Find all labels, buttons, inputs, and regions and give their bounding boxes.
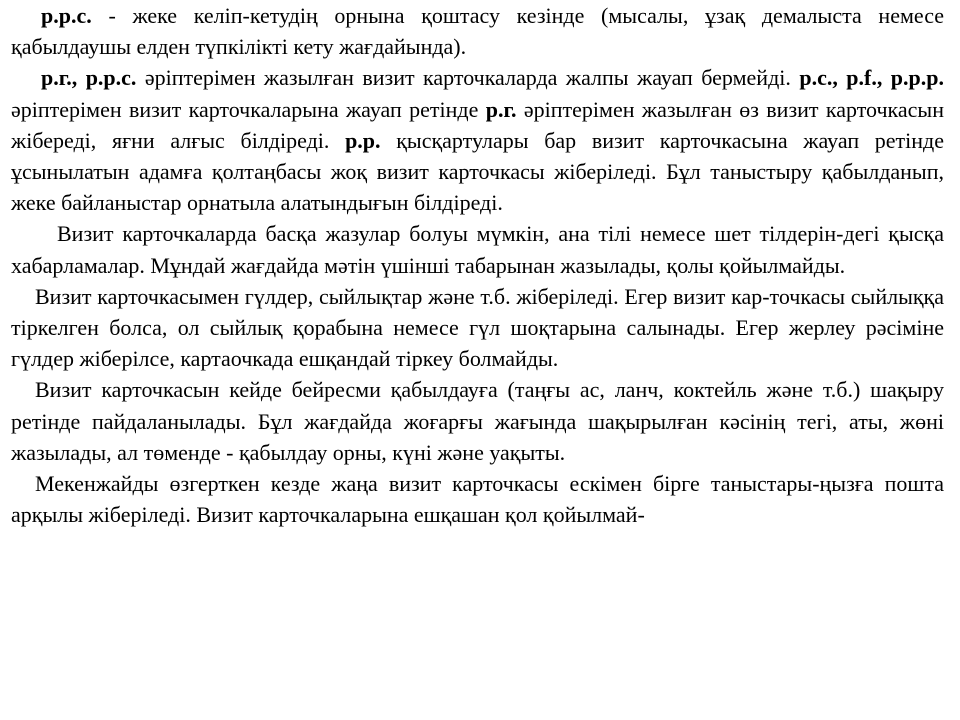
bold-abbreviation: р.г., р.р.с. bbox=[41, 65, 137, 91]
paragraph-text: әріптерімен жазылған визит карточкаларда жалпы жауап бермейді. bbox=[136, 65, 800, 91]
paragraph-text: әріптерімен жазылған өз визит карточкасын жібереді, яғни алғыс білдіреді. bbox=[11, 96, 944, 153]
paragraph-other-inscriptions bbox=[11, 218, 944, 280]
paragraph-text: Визит карточкаларда басқа жазулар болуы мүмкін, ана тілі немесе шет тілдерін-дегі қысқа хабарламалар. Мұндай жағдайда мәтін үшінші табарынан жазылады, қолы қойылмайды. bbox=[11, 221, 944, 278]
paragraph-invitation bbox=[11, 374, 944, 468]
paragraph-text: Визит карточкасымен гүлдер, сыйлықтар және т.б. жіберіледі. Егер визит кар-точкасы сыйлыққа тіркелген болса, ол сыйлық қорабына немесе гүл шоқтарына салынады. Егер жерлеу рәсіміне гүлдер жіберілсе, картаочкада ешқандай тіркеу болмайды. bbox=[11, 283, 944, 372]
paragraph-address-change bbox=[11, 468, 944, 530]
paragraph-text: қысқартулары бар визит карточкасына жауап ретінде ұсынылатын адамға қолтаңбасы жоқ визит карточкасы жіберіледі. Бұл таныстыру қабылданып, жеке байланыстар орнатыла алатындығын білдіреді. bbox=[11, 127, 945, 216]
bold-abbreviation: р.с., р.f., р.р.р. bbox=[799, 65, 944, 91]
paragraph-text: Визит карточкасын кейде бейресми қабылдауға (таңғы ас, ланч, коктейль және т.б.) шақыру ретінде пайдаланылады. Бұл жағдайда жоғарғы жағында шақырылған кәсінің тегі, аты, жөні жазылады, ал төменде - қабылдау орны, күні және уақыты. bbox=[11, 377, 944, 465]
paragraph-text: - жеке келіп-кетудің орнына қоштасу кезінде (мысалы, ұзақ демалыста немесе қабылдаушы елден түпкілікті кету жағдайында). bbox=[11, 3, 944, 60]
paragraph-gifts bbox=[11, 281, 944, 375]
paragraph-text: әріптерімен визит карточкаларына жауап ретінде bbox=[11, 96, 486, 122]
paragraph-ppc bbox=[11, 0, 944, 62]
bold-abbreviation: р.р.с. bbox=[41, 3, 92, 28]
paragraph-reply-rules bbox=[11, 62, 944, 218]
bold-abbreviation: р.г. bbox=[485, 96, 517, 122]
paragraph-text: Мекенжайды өзгерткен кезде жаңа визит карточкасы ескімен бірге таныстары-ңызға пошта арқылы жіберіледі. Визит карточкаларына ешқашан қол қойылмай- bbox=[11, 471, 944, 528]
bold-abbreviation: р.р. bbox=[345, 127, 381, 153]
